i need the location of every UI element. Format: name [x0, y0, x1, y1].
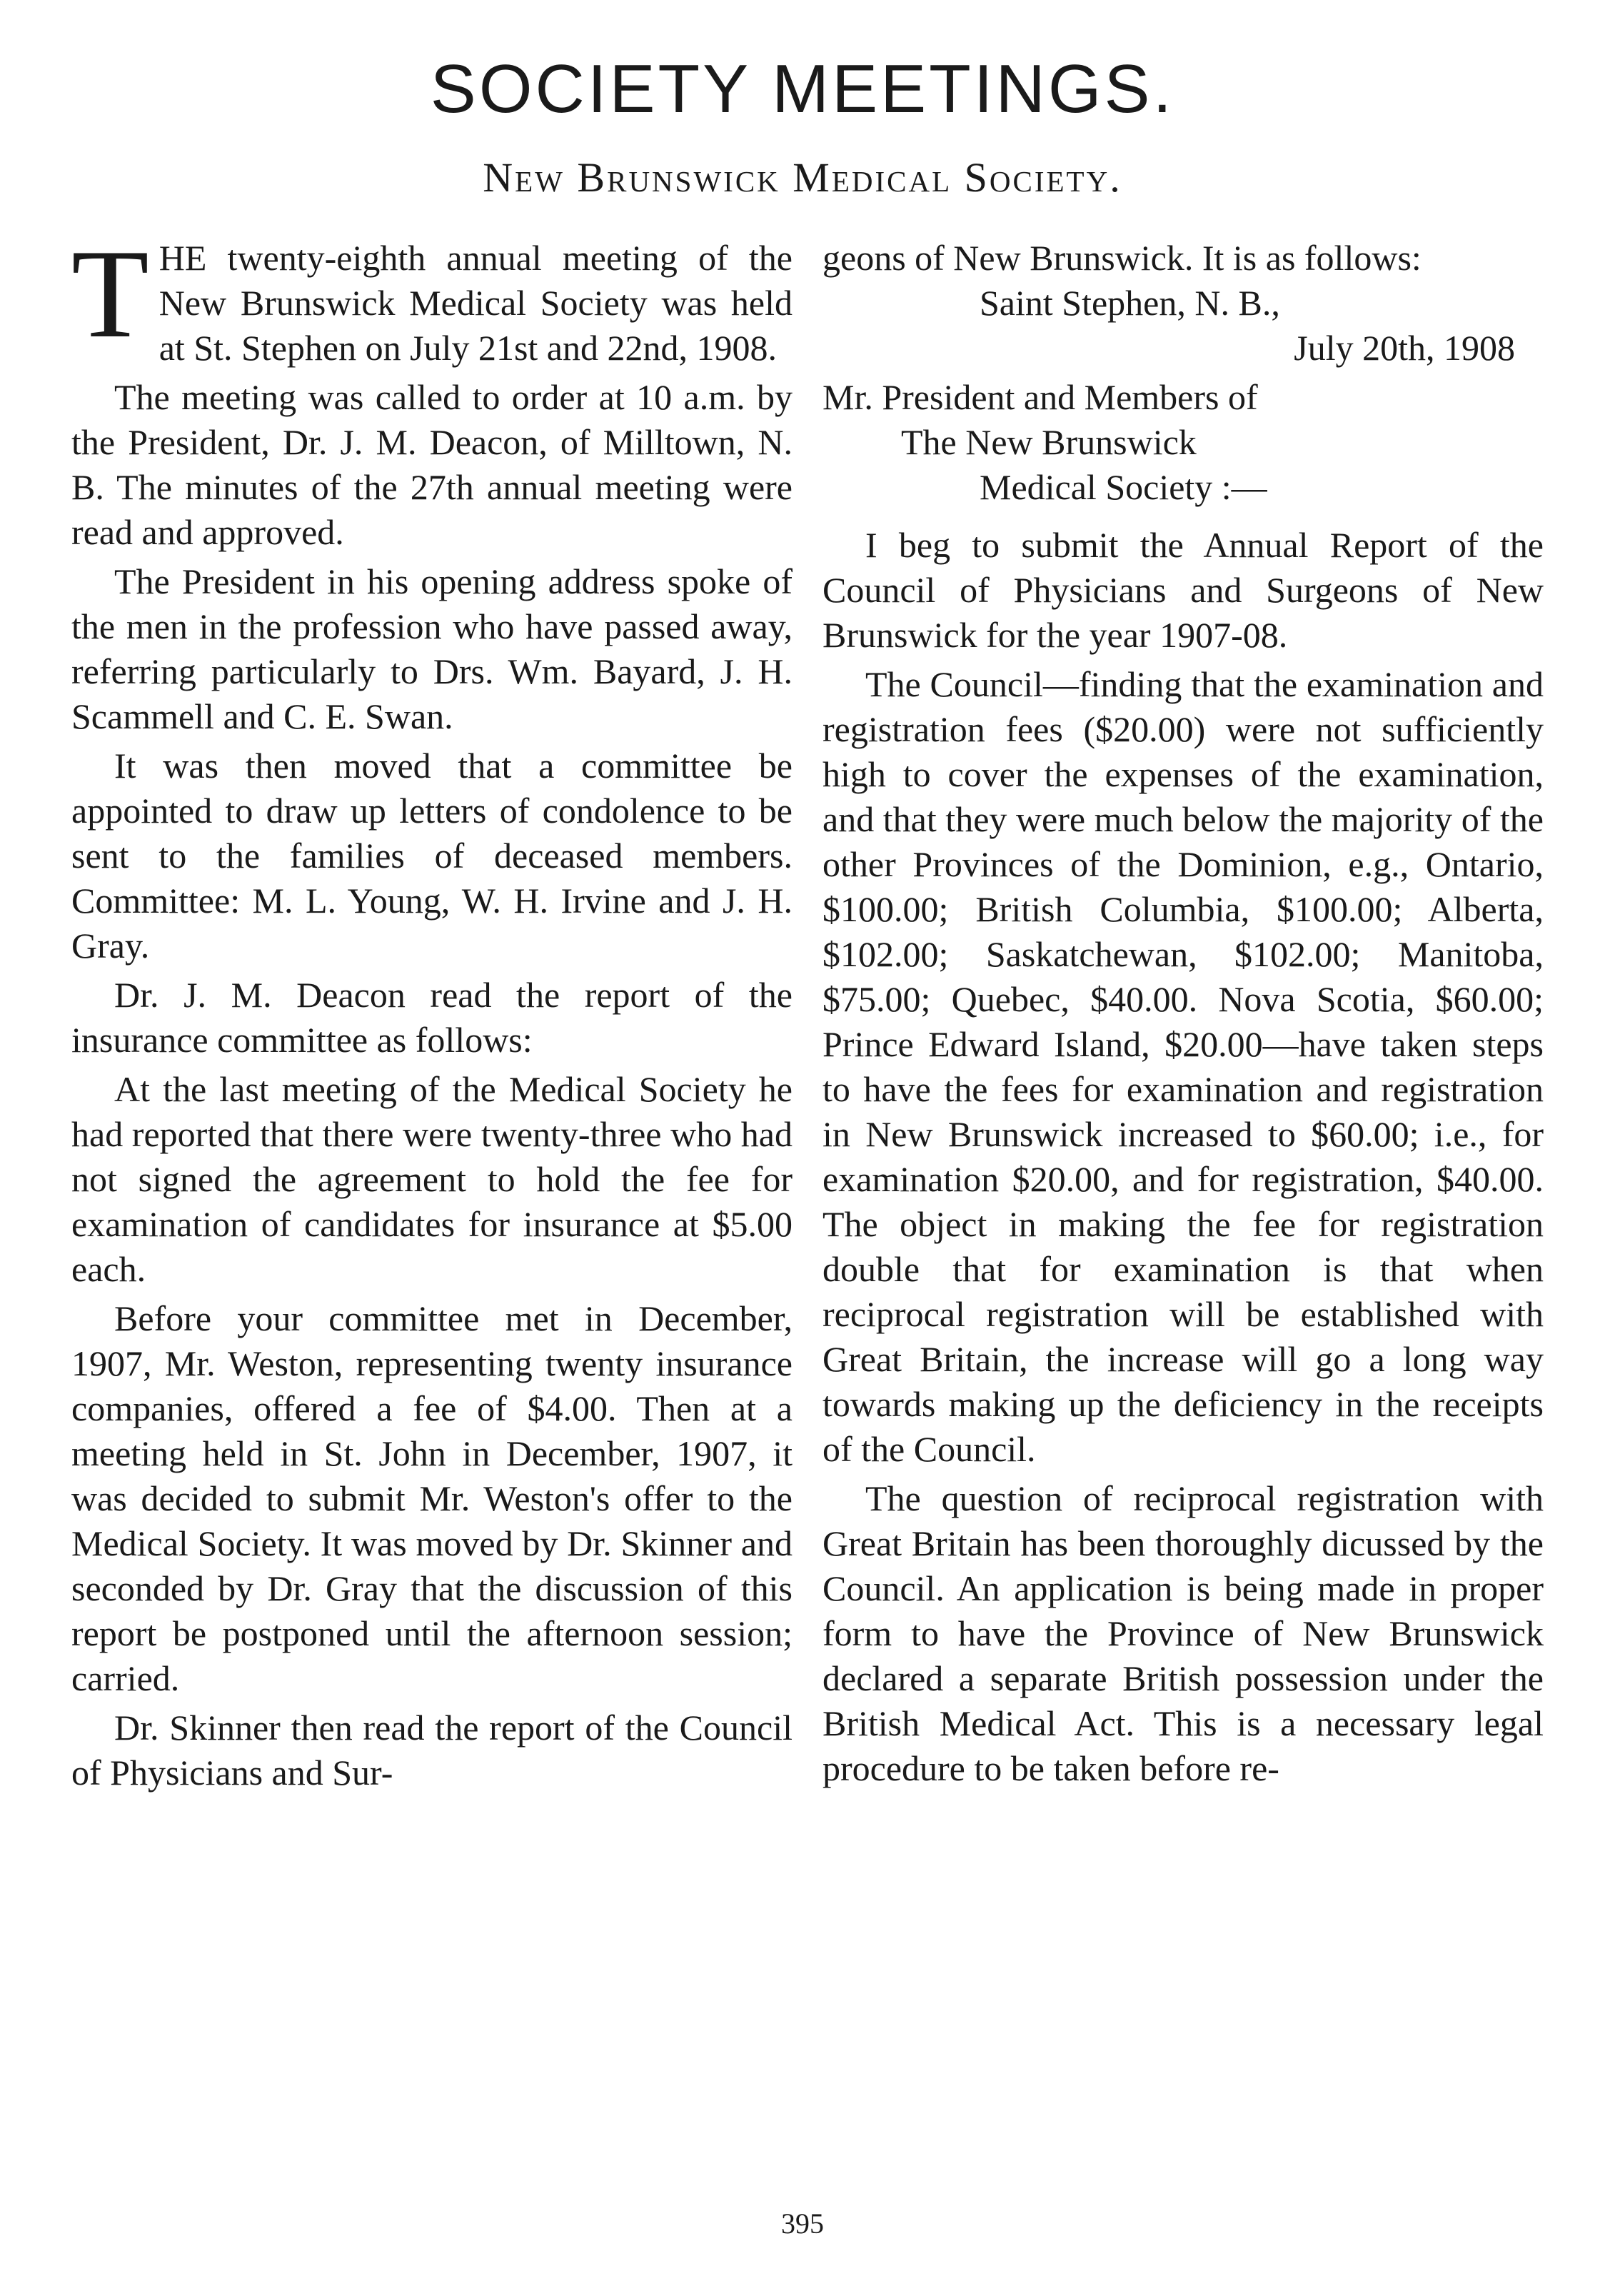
paragraph-insurance-report-intro: Dr. J. M. Deacon read the report of the insurance committee as follows:: [71, 975, 793, 1060]
salutation-line-3: Medical Society :—: [980, 467, 1267, 507]
paragraph-annual-report: I beg to submit the Annual Report of the Council of Physicians and Surgeons of New Brunswick for the year 1907-08.: [822, 525, 1544, 655]
section-title: SOCIETY MEETINGS.: [430, 51, 1175, 127]
page-number: 395: [781, 2207, 824, 2240]
society-subtitle: New Brunswick Medical Society.: [483, 154, 1122, 201]
paragraph-reciprocal-registration: The question of reciprocal registration with Great Britain has been thoroughly dicussed by the Council. An application is being made in proper form to have the Province of New Brunswick declared a separate British possession under the British Medical Act. This is a necessary legal procedure to be taken before re-: [822, 1478, 1544, 1788]
paragraph-condolence-committee: It was then moved that a committee be appointed to draw up letters of condolence to be sent to the families of deceased members. Committee: M. L. Young, W. H. Irvine and J. H. Gray.: [71, 746, 793, 966]
opening-paragraph: [71, 223, 793, 371]
salutation-line-2: The New Brunswick: [901, 422, 1197, 462]
drop-cap: T: [71, 223, 149, 364]
right-column: [822, 236, 1544, 1795]
paragraph-insurance-report: At the last meeting of the Medical Society he had reported that there were twenty-three who had not signed the agreement to hold the fee for examination of candidates for insurance at $5.00 each.: [71, 1069, 793, 1289]
paragraph-weston-offer: Before your committee met in December, 1907, Mr. Weston, representing twenty insurance companies, offered a fee of $4.00. Then at a meeting held in St. John in December, 1907, it was decided to submit Mr. Weston's offer to the Medical Society. It was moved by Dr. Skinner and seconded by Dr. Gray that the discussion of this report be postponed until the afternoon session; carried.: [71, 1298, 793, 1698]
paragraph-council-report-intro: Dr. Skinner then read the report of the Council of Physicians and Sur-: [71, 1708, 793, 1793]
salutation-line-1: Mr. President and Members of: [822, 377, 1258, 417]
paragraph-meeting-called: The meeting was called to order at 10 a.m. by the President, Dr. J. M. Deacon, of Milltown, N. B. The minutes of the 27th annual meeting were read and approved.: [71, 377, 793, 552]
opening-paragraph-text: HE twenty-eighth annual meeting of the New Brunswick Medical Society was held at St. Stephen on July 21st and 22nd, 1908.: [159, 238, 793, 368]
paragraph-fees: The Council—finding that the examination and registration fees ($20.00) were not sufficiently high to cover the expenses of the examination, and that they were much below the majority of the other Provinces of the Dominion, e.g., Ontario, $100.00; British Columbia, $100.00; Alberta, $102.00; Saskatchewan, $102.00; Manitoba, $75.00; Quebec, $40.00. Nova Scotia, $60.00; Prince Edward Island, $20.00—have taken steps to have the fees for examination and registration in New Brunswick increased to $60.00; i.e., for examination $20.00, and for registration, $40.00. The object in making the fee for registration double that for examination is that when reciprocal registration will be established with Great Britain, the increase will go a long way towards making up the deficiency in the receipts of the Council.: [822, 664, 1544, 1469]
paragraph-president-address: The President in his opening address spoke of the men in the profession who have passed away, referring particularly to Drs. Wm. Bayard, J. H. Scammell and C. E. Swan.: [71, 561, 793, 736]
letter-date: July 20th, 1908: [1294, 328, 1515, 368]
left-column: [71, 223, 793, 1800]
paragraph-continued: geons of New Brunswick. It is as follows:: [822, 238, 1422, 278]
letter-place: Saint Stephen, N. B.,: [980, 283, 1280, 323]
